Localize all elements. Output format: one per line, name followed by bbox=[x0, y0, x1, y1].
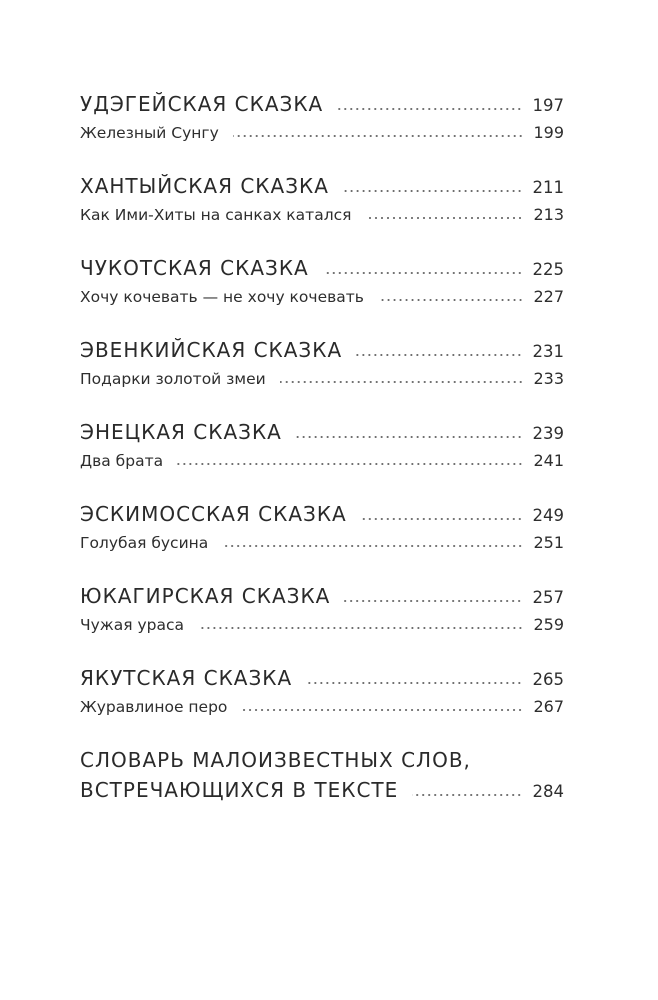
dot-leader bbox=[343, 177, 523, 193]
toc-item-page: 259 bbox=[533, 615, 564, 634]
toc-heading-title: ХАНТЫЙСКАЯ СКАЗКА bbox=[80, 174, 329, 198]
toc-item-page: 213 bbox=[533, 205, 564, 224]
toc-section bbox=[80, 174, 564, 230]
toc-heading-row[interactable] bbox=[80, 92, 564, 122]
toc-item-title: Два брата bbox=[80, 452, 164, 470]
toc-heading-row[interactable] bbox=[80, 666, 564, 696]
dot-leader bbox=[337, 95, 522, 111]
toc-section bbox=[80, 92, 564, 148]
toc-heading-page: 225 bbox=[532, 260, 564, 279]
dot-leader bbox=[306, 669, 522, 685]
glossary-page: 284 bbox=[532, 782, 564, 801]
toc-heading-page: 231 bbox=[532, 342, 564, 361]
toc-heading-page: 257 bbox=[532, 588, 564, 607]
dot-leader bbox=[344, 587, 522, 603]
toc-heading-row[interactable] bbox=[80, 420, 564, 450]
toc-heading-row[interactable] bbox=[80, 502, 564, 532]
toc-heading-title: ЭСКИМОССКАЯ СКАЗКА bbox=[80, 502, 347, 526]
toc-section bbox=[80, 666, 564, 722]
toc-item-page: 233 bbox=[533, 369, 564, 388]
toc-item-row[interactable] bbox=[80, 696, 564, 722]
glossary-title-line1: СЛОВАРЬ МАЛОИЗВЕСТНЫХ СЛОВ, bbox=[80, 748, 471, 772]
toc-item-title: Хочу кочевать — не хочу кочевать bbox=[80, 288, 364, 306]
toc-item-row[interactable] bbox=[80, 122, 564, 148]
toc-heading-title: ЭВЕНКИЙСКАЯ СКАЗКА bbox=[80, 338, 343, 362]
dot-leader bbox=[378, 286, 524, 302]
toc-item-row[interactable] bbox=[80, 450, 564, 476]
toc-item-row[interactable] bbox=[80, 204, 564, 230]
toc-item-row[interactable] bbox=[80, 368, 564, 394]
toc-heading-title: ЧУКОТСКАЯ СКАЗКА bbox=[80, 256, 309, 280]
toc-item-row[interactable] bbox=[80, 614, 564, 640]
dot-leader bbox=[296, 423, 523, 439]
toc-heading-title: ЭНЕЦКАЯ СКАЗКА bbox=[80, 420, 282, 444]
toc-heading-page: 239 bbox=[532, 424, 564, 443]
toc-heading-row[interactable] bbox=[80, 174, 564, 204]
glossary-title-line2: ВСТРЕЧАЮЩИХСЯ В ТЕКСТЕ bbox=[80, 778, 399, 802]
dot-leader bbox=[412, 781, 522, 797]
toc-heading-row[interactable] bbox=[80, 338, 564, 368]
toc-heading-title: ЮКАГИРСКАЯ СКАЗКА bbox=[80, 584, 331, 608]
glossary-title-line bbox=[80, 748, 564, 778]
toc-section bbox=[80, 256, 564, 312]
dot-leader bbox=[323, 259, 523, 275]
table-of-contents bbox=[80, 92, 564, 808]
toc-glossary-entry[interactable] bbox=[80, 748, 564, 808]
toc-heading-title: УДЭГЕЙСКАЯ СКАЗКА bbox=[80, 92, 324, 116]
toc-section bbox=[80, 584, 564, 640]
toc-heading-page: 265 bbox=[532, 670, 564, 689]
dot-leader bbox=[241, 696, 523, 712]
toc-item-title: Чужая ураса bbox=[80, 616, 185, 634]
dot-leader bbox=[365, 204, 523, 220]
dot-leader bbox=[280, 368, 524, 384]
toc-item-row[interactable] bbox=[80, 286, 564, 312]
toc-item-title: Железный Сунгу bbox=[80, 124, 219, 142]
toc-section bbox=[80, 502, 564, 558]
toc-item-page: 251 bbox=[533, 533, 564, 552]
toc-heading-row[interactable] bbox=[80, 256, 564, 286]
toc-item-row[interactable] bbox=[80, 532, 564, 558]
toc-item-title: Подарки золотой змеи bbox=[80, 370, 266, 388]
dot-leader bbox=[356, 341, 522, 357]
toc-item-title: Журавлиное перо bbox=[80, 698, 228, 716]
toc-item-page: 267 bbox=[533, 697, 564, 716]
toc-item-title: Как Ими-Хиты на санках катался bbox=[80, 206, 352, 224]
toc-section bbox=[80, 420, 564, 476]
toc-heading-page: 197 bbox=[532, 96, 564, 115]
toc-heading-title: ЯКУТСКАЯ СКАЗКА bbox=[80, 666, 293, 690]
dot-leader bbox=[222, 532, 523, 548]
dot-leader bbox=[198, 614, 523, 630]
toc-item-page: 241 bbox=[533, 451, 564, 470]
toc-item-page: 199 bbox=[533, 123, 564, 142]
dot-leader bbox=[361, 505, 523, 521]
toc-item-page: 227 bbox=[533, 287, 564, 306]
toc-heading-page: 211 bbox=[532, 178, 564, 197]
glossary-title-row bbox=[80, 778, 564, 808]
dot-leader bbox=[233, 122, 524, 138]
dot-leader bbox=[177, 450, 523, 466]
toc-heading-page: 249 bbox=[532, 506, 564, 525]
toc-section bbox=[80, 338, 564, 394]
toc-heading-row[interactable] bbox=[80, 584, 564, 614]
toc-item-title: Голубая бусина bbox=[80, 534, 209, 552]
